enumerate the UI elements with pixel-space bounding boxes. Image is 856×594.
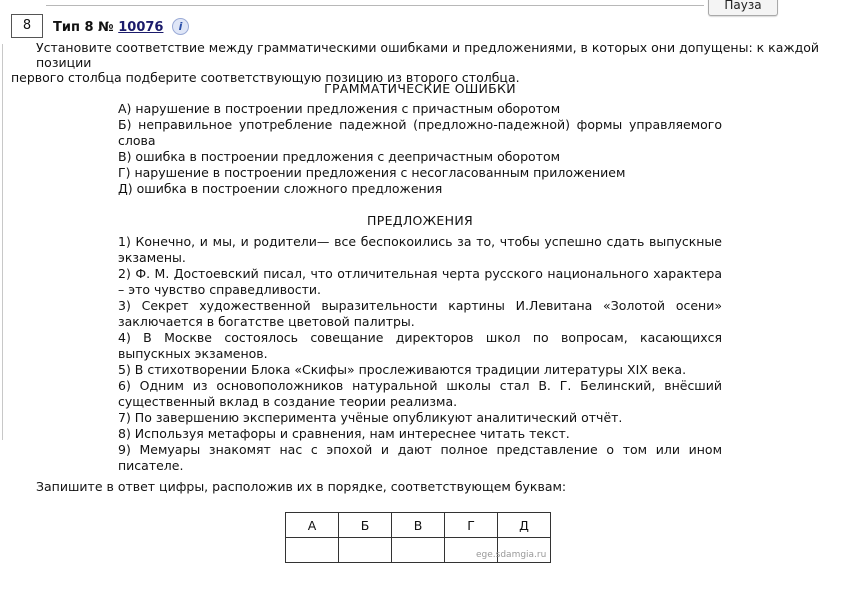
sentences-list <box>118 234 722 474</box>
sentence-item-7: 7) По завершению эксперимента учёные опубликуют аналитический отчёт. <box>118 410 623 425</box>
error-item-a: А) нарушение в построении предложения с причастным оборотом <box>118 101 561 116</box>
answer-header-b: Б <box>339 513 392 538</box>
instructions-line-2: первого столбца подберите соответствующую позицию из второго столбца. <box>11 70 520 85</box>
sentences-title: ПРЕДЛОЖЕНИЯ <box>367 213 473 228</box>
task-type-label: Тип 8 № <box>53 20 114 35</box>
answer-cell-c[interactable] <box>392 538 445 563</box>
sentence-item-6: 6) Одним из основоположников натуральной школы стал В. Г. Белинский, внёсший существенный вклад в создание теории реализма. <box>118 378 722 409</box>
answer-header-e: Д <box>498 513 551 538</box>
error-item-d: Г) нарушение в построении предложения с несогласованным приложением <box>118 165 626 180</box>
sentence-item-1: 1) Конечно, и мы, и родители— все беспокоились за то, чтобы успешно сдать выпускные экзамены. <box>118 234 722 265</box>
sentence-item-3: 3) Секрет художественной выразительности картины И.Левитана «Золотой осени» заключается в богатстве цветовой палитры. <box>118 298 722 329</box>
error-item-c: В) ошибка в построении предложения с деепричастным оборотом <box>118 149 561 164</box>
instructions-line-1: Установите соответствие между грамматическими ошибками и предложениями, в которых они допущены: к каждой позиции <box>36 40 820 70</box>
answer-cell-b[interactable] <box>339 538 392 563</box>
task-header <box>53 18 189 35</box>
answer-prompt: Запишите в ответ цифры, расположив их в порядке, соответствующем буквам: <box>36 479 567 494</box>
sentence-item-4: 4) В Москве состоялось совещание директоров школ по вопросам, касающихся выпускных экзаменов. <box>118 330 722 361</box>
errors-title: ГРАММАТИЧЕСКИЕ ОШИБКИ <box>324 81 516 96</box>
task-instructions <box>11 40 835 85</box>
error-item-e: Д) ошибка в построении сложного предложения <box>118 181 443 196</box>
top-divider <box>46 5 704 6</box>
answer-header-d: Г <box>445 513 498 538</box>
watermark: ege.sdamgia.ru <box>476 550 547 560</box>
answer-header-a: А <box>286 513 339 538</box>
errors-list <box>118 101 722 197</box>
error-item-b: Б) неправильное употребление падежной (предложно-падежной) формы управляемого слова <box>118 117 722 148</box>
answer-cell-a[interactable] <box>286 538 339 563</box>
left-border <box>2 44 3 440</box>
task-number: 8 <box>11 14 43 38</box>
answer-header-row <box>286 513 551 538</box>
task-id-link[interactable]: 10076 <box>118 20 164 35</box>
answer-header-c: В <box>392 513 445 538</box>
sentence-item-2: 2) Ф. М. Достоевский писал, что отличительная черта русского национального характера – это чувство справедливости. <box>118 266 722 297</box>
sentence-item-8: 8) Используя метафоры и сравнения, нам интереснее читать текст. <box>118 426 570 441</box>
sentence-item-5: 5) В стихотворении Блока «Скифы» прослеживаются традиции литературы XIX века. <box>118 362 687 377</box>
info-icon[interactable]: i <box>172 18 189 35</box>
sentence-item-9: 9) Мемуары знакомят нас с эпохой и дают полное представление о том или ином писателе. <box>118 442 722 473</box>
pause-button[interactable]: Пауза <box>708 0 778 16</box>
